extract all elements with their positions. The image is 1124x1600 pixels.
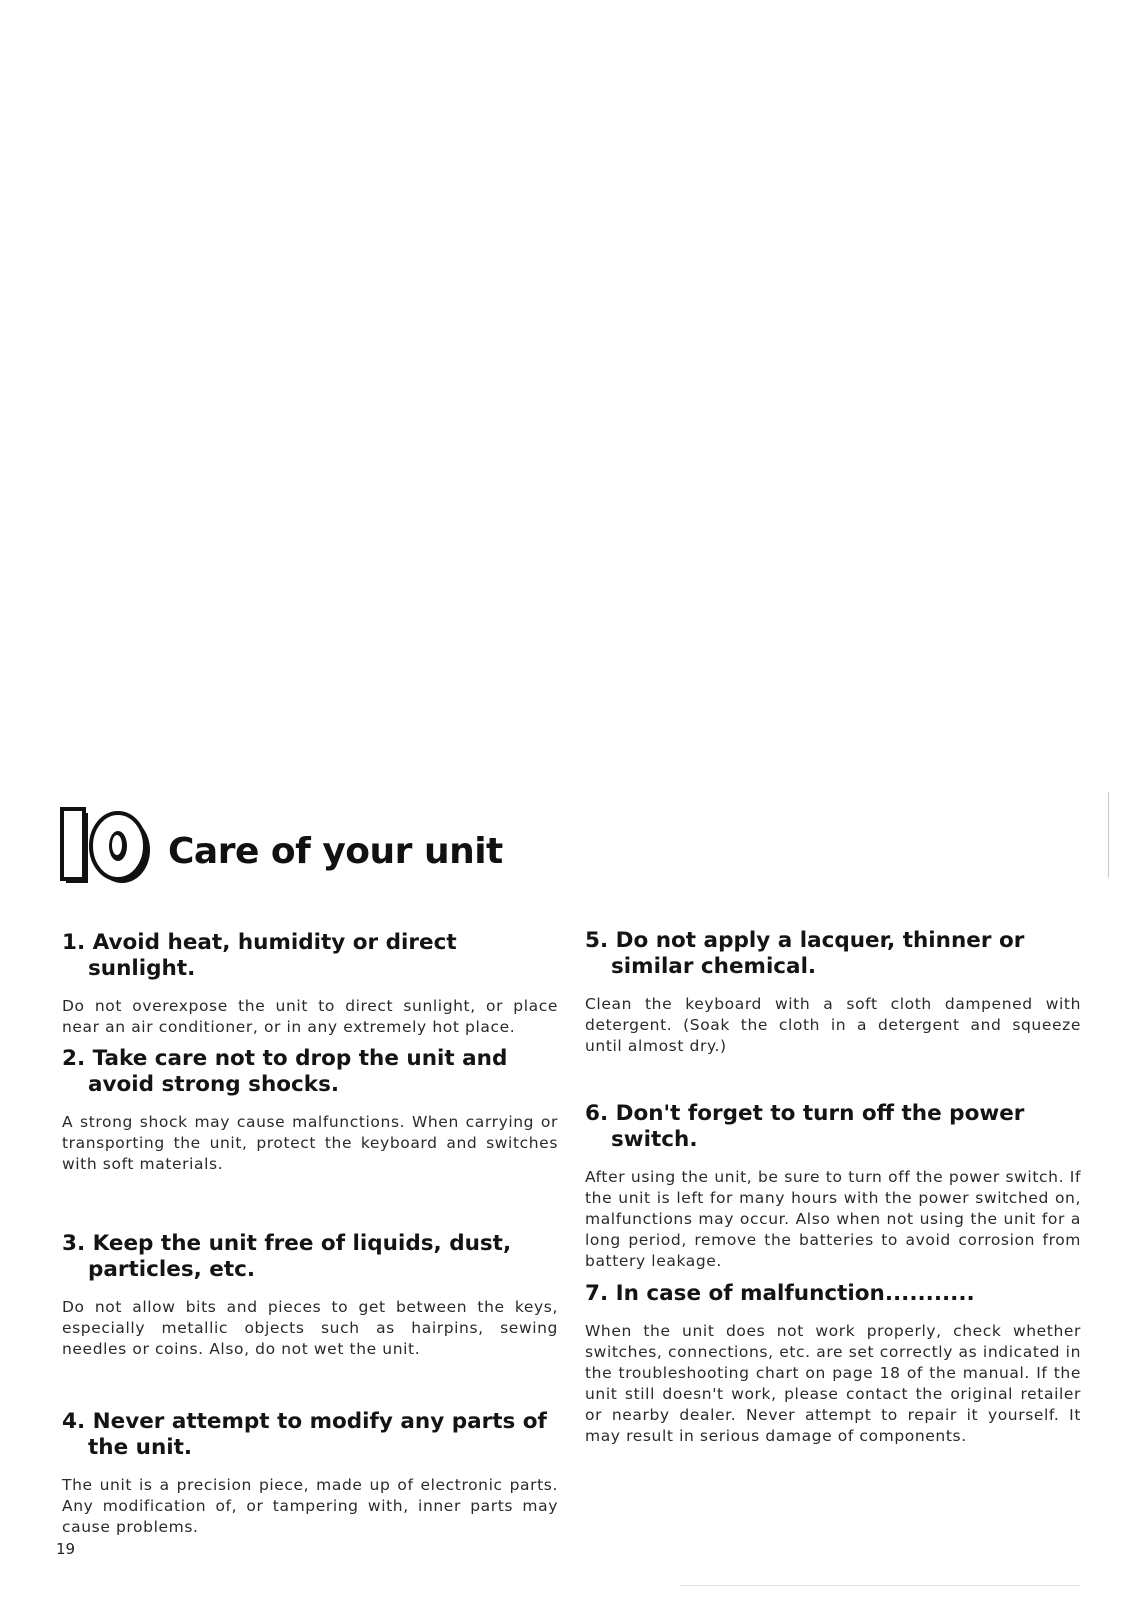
section-heading: 4. Never attempt to modify any parts of the unit. <box>62 1409 547 1460</box>
section-1 <box>62 930 558 1038</box>
section-heading: 3. Keep the unit free of liquids, dust, particles, etc. <box>62 1231 512 1282</box>
section-heading: 7. In case of malfunction........... <box>585 1281 975 1306</box>
section-3 <box>62 1231 558 1360</box>
section-body: The unit is a precision piece, made up of electronic parts. Any modification of, or tampering with, inner parts may cause problems. <box>62 1476 558 1536</box>
section-heading: 5. Do not apply a lacquer, thinner or similar chemical. <box>585 928 1025 979</box>
chapter-title: Care of your unit <box>168 830 503 872</box>
section-6 <box>585 1101 1081 1272</box>
section-2 <box>62 1046 558 1175</box>
section-heading: 1. Avoid heat, humidity or direct sunlight. <box>62 930 457 981</box>
section-body: Do not overexpose the unit to direct sunlight, or place near an air conditioner, or in any extremely hot place. <box>62 997 558 1036</box>
section-body: When the unit does not work properly, check whether switches, connections, etc. are set correctly as indicated in the troubleshooting chart on page 18 of the manual. If the unit still doesn't work, please contact the original retailer or nearby dealer. Never attempt to repair it yourself. It may result in serious damage of components. <box>585 1322 1081 1445</box>
chapter-number-graphic <box>60 807 152 887</box>
chapter-header <box>60 806 503 888</box>
section-heading: 6. Don't forget to turn off the power switch. <box>585 1101 1025 1152</box>
section-5 <box>585 928 1081 1057</box>
page-number: 19 <box>56 1540 76 1558</box>
scan-artifact <box>1108 792 1109 878</box>
section-body: Do not allow bits and pieces to get between the keys, especially metallic objects such as hairpins, sewing needles or coins. Also, do not wet the unit. <box>62 1298 558 1358</box>
scan-artifact <box>680 1585 1080 1586</box>
section-body: A strong shock may cause malfunctions. When carrying or transporting the unit, protect the keyboard and switches with soft materials. <box>62 1113 558 1173</box>
section-heading: 2. Take care not to drop the unit and avoid strong shocks. <box>62 1046 508 1097</box>
section-body: Clean the keyboard with a soft cloth dampened with detergent. (Soak the cloth in a detergent and squeeze until almost dry.) <box>585 995 1081 1055</box>
section-4 <box>62 1409 558 1538</box>
chapter-number-badge <box>60 807 152 887</box>
section-body: After using the unit, be sure to turn off the power switch. If the unit is left for many hours with the power switched on, malfunctions may occur. Also when not using the unit for a long period, remove the batteries to avoid corrosion from battery leakage. <box>585 1168 1081 1270</box>
section-7 <box>585 1281 1081 1447</box>
